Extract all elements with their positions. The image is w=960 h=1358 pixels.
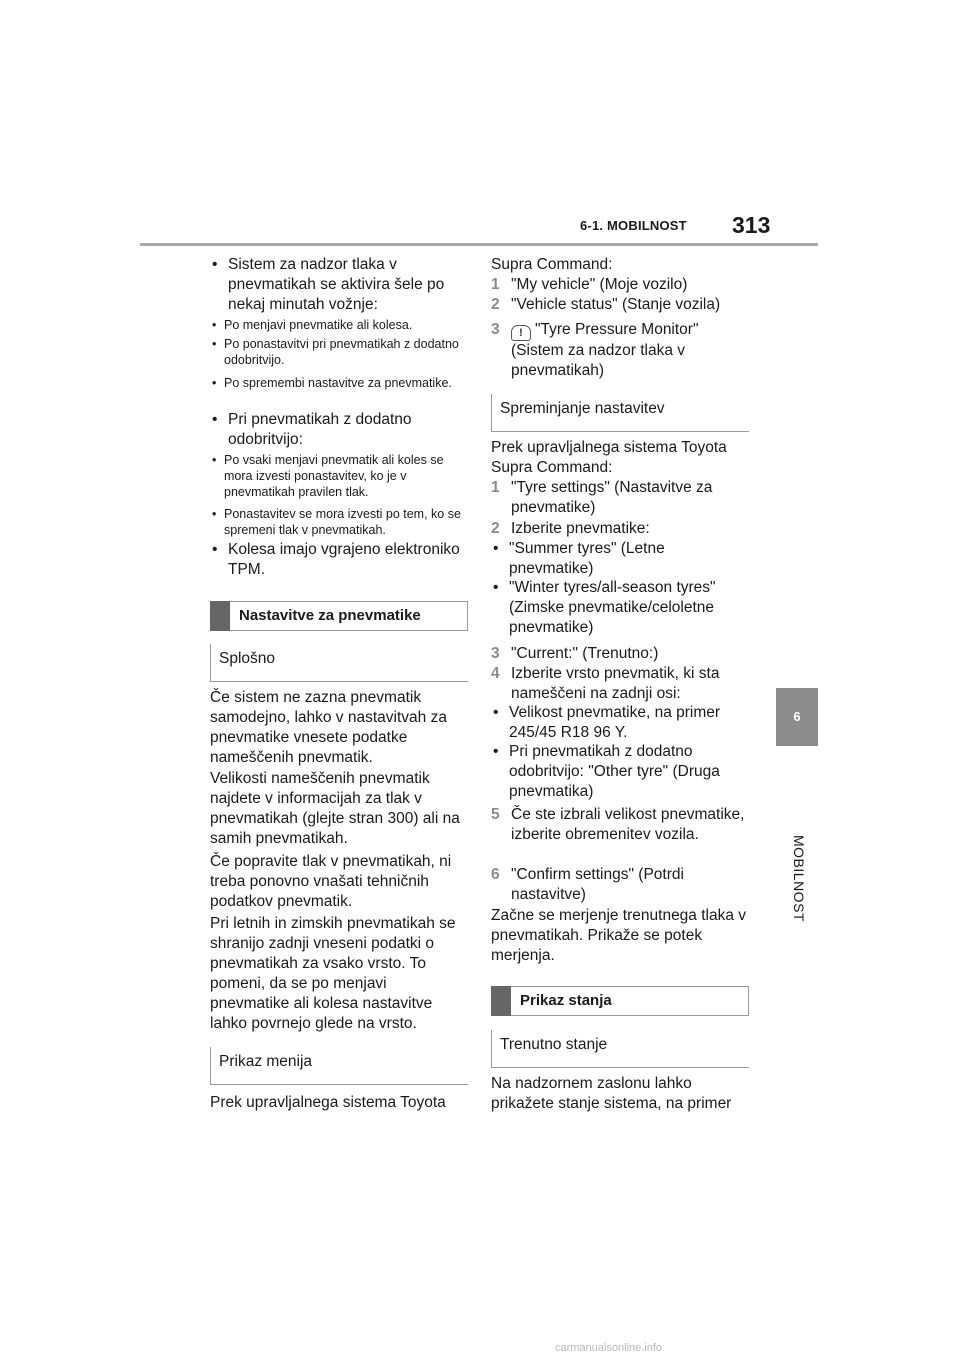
- paragraph: Če sistem ne zazna pnevmatik samodejno, lahko v nastavitvah za pnevmatike vnesete podatke nameščenih pnevmatik.: [210, 689, 447, 766]
- section-heading: Prikaz stanja: [491, 986, 749, 1016]
- heading-marker: [491, 986, 511, 1016]
- step-item: 2 Izberite pnevmatike:: [491, 520, 650, 537]
- section-heading: Nastavitve za pnevmatike: [210, 601, 468, 631]
- bullet-icon: •: [212, 541, 218, 558]
- list-item: • Pri pnevmatikah z dodatno odobritvijo: "Other tyre" (Druga pnevmatika): [493, 743, 720, 800]
- list-item: • Po spremembi nastavitve za pnevmatike.: [212, 376, 452, 390]
- subsection-heading: Splošno: [210, 644, 468, 682]
- paragraph: Prek upravljalnega sistema Toyota Supra Command:: [491, 439, 727, 476]
- tyre-pressure-warning-icon: !: [511, 325, 531, 341]
- bullet-icon: •: [212, 453, 217, 467]
- paragraph: Začne se merjenje trenutnega tlaka v pnevmatikah. Prikaže se potek merjenja.: [491, 907, 747, 964]
- list-item: • Po vsaki menjavi pnevmatik ali koles se mora izvesti ponastavitev, ko je v pnevmatikah pravilen tlak.: [212, 453, 444, 499]
- list-item: • Velikost pnevmatike, na primer 245/45 R18 96 Y.: [493, 704, 721, 741]
- bullet-icon: •: [493, 704, 499, 721]
- subsection-heading: Prikaz menija: [210, 1047, 468, 1085]
- step-item: 5 Če ste izbrali velikost pnevmatike, izberite obremenitev vozila.: [491, 806, 745, 843]
- chapter-label: MOBILNOST: [791, 835, 807, 922]
- list-item: • "Summer tyres" (Letne pnevmatike): [493, 540, 665, 577]
- paragraph: Na nadzornem zaslonu lahko prikažete stanje sistema, na primer: [491, 1075, 732, 1112]
- step-item: 4 Izberite vrsto pnevmatik, ki sta nameščeni na zadnji osi:: [491, 665, 720, 702]
- paragraph: Supra Command:: [491, 256, 613, 273]
- list-item: • Sistem za nadzor tlaka v pnevmatikah se aktivira šele po nekaj minutah vožnje:: [212, 256, 445, 313]
- list-item: • Po ponastavitvi pri pnevmatikah z dodatno odobritvijo.: [212, 337, 459, 367]
- bullet-icon: •: [212, 318, 217, 332]
- bullet-icon: •: [493, 743, 499, 760]
- step-item: 1 "Tyre settings" (Nastavitve za pnevmatike): [491, 479, 713, 516]
- bullet-icon: •: [212, 376, 217, 390]
- step-item: 3 ! "Tyre Pressure Monitor" (Sistem za nadzor tlaka v pnevmatikah): [491, 321, 699, 379]
- subsection-heading: Trenutno stanje: [491, 1030, 749, 1068]
- bullet-icon: •: [493, 540, 499, 557]
- bullet-icon: •: [212, 411, 218, 428]
- list-item: • Ponastavitev se mora izvesti po tem, ko se spremeni tlak v pnevmatikah.: [212, 507, 461, 537]
- paragraph: Pri letnih in zimskih pnevmatikah se shranijo zadnji vneseni podatki o pnevmatikah za vsako vrsto. To pomeni, da se po menjavi pnevmatike ali kolesa nastavitve lahko povrnejo glede na vrsto.: [210, 915, 456, 1032]
- watermark: carmanualsonline.info: [555, 1342, 663, 1354]
- bullet-icon: •: [493, 579, 499, 596]
- step-item: 2 "Vehicle status" (Stanje vozila): [491, 296, 721, 313]
- list-item: • "Winter tyres/all-season tyres" (Zimske pnevmatike/celoletne pnevmatike): [493, 579, 716, 636]
- step-item: 6 "Confirm settings" (Potrdi nastavitve): [491, 866, 684, 903]
- heading-marker: [210, 601, 230, 631]
- paragraph: Če popravite tlak v pnevmatikah, ni treba ponovno vnašati tehničnih podatkov pnevmatik.: [210, 853, 452, 910]
- step-item: 3 "Current:" (Trenutno:): [491, 645, 659, 662]
- list-item: • Po menjavi pnevmatike ali kolesa.: [212, 318, 413, 332]
- header-divider: [140, 243, 818, 246]
- paragraph: Velikosti nameščenih pnevmatik najdete v informacijah za tlak v pnevmatikah (glejte stran 300) ali na samih pnevmatikah.: [210, 770, 460, 847]
- bullet-icon: •: [212, 337, 217, 351]
- page-number: 313: [732, 212, 771, 238]
- bullet-icon: •: [212, 256, 218, 273]
- section-title: 6-1. MOBILNOST: [580, 218, 687, 233]
- step-item: 1 "My vehicle" (Moje vozilo): [491, 276, 688, 293]
- list-item: • Pri pnevmatikah z dodatno odobritvijo:: [212, 411, 412, 448]
- paragraph: Prek upravljalnega sistema Toyota: [210, 1094, 446, 1111]
- bullet-icon: •: [212, 507, 217, 521]
- subsection-heading: Spreminjanje nastavitev: [491, 394, 749, 432]
- chapter-tab: 6: [776, 688, 818, 746]
- list-item: • Kolesa imajo vgrajeno elektroniko TPM.: [212, 541, 460, 578]
